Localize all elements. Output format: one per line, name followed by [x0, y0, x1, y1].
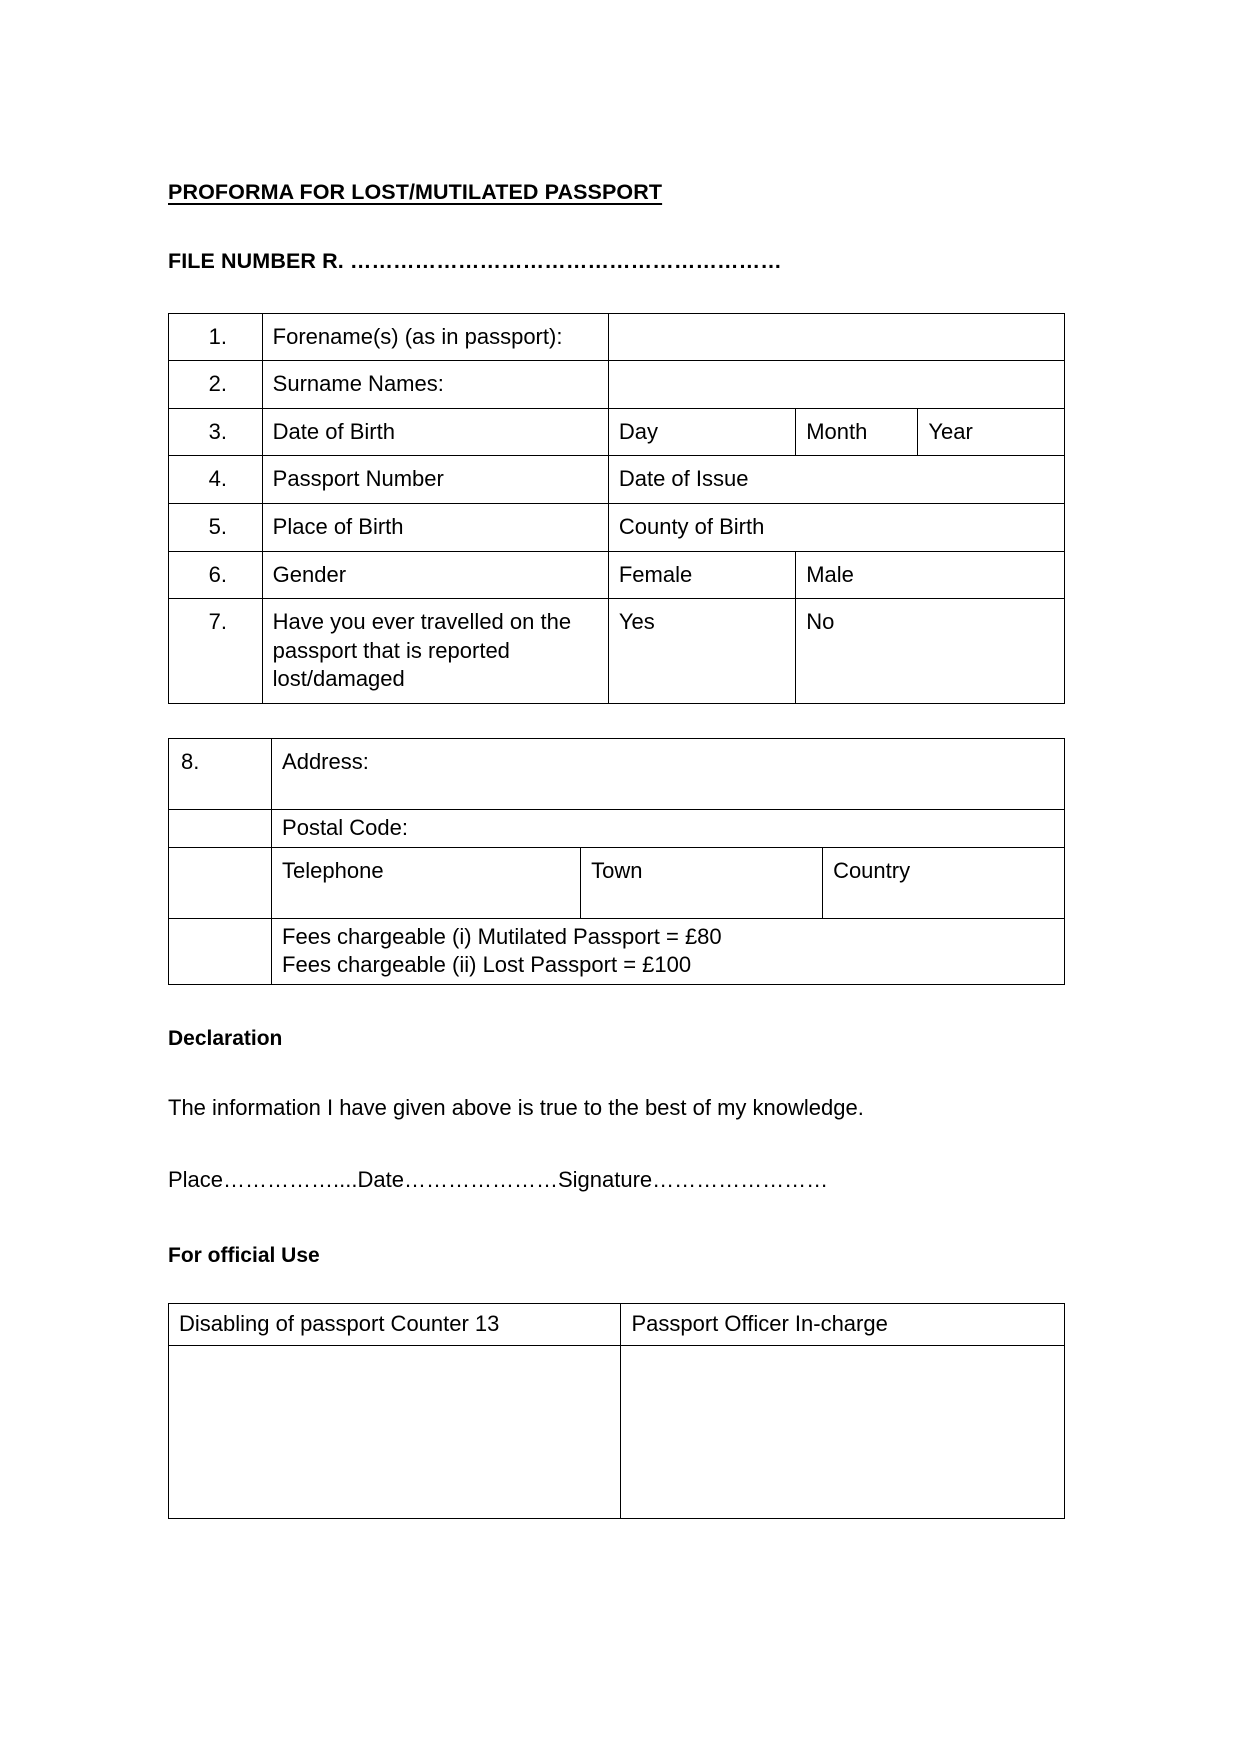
row-label-county-of-birth[interactable]: County of Birth [608, 504, 1064, 552]
table-row [169, 361, 1065, 409]
row-label-date-of-birth: Date of Birth [262, 408, 608, 456]
row-label-travelled-question: Have you ever travelled on the passport that is reported lost/damaged [262, 599, 608, 704]
signature-line[interactable]: Place……………....Date…………………Signature…………………… [168, 1166, 829, 1192]
table-row [169, 551, 1065, 599]
declaration-gap [168, 985, 1065, 1025]
table-row [169, 810, 1065, 848]
country-field[interactable]: Country [823, 847, 1065, 918]
gender-option-male[interactable]: Male [796, 551, 1065, 599]
table-row [169, 1345, 1065, 1518]
row-number: 5. [169, 504, 263, 552]
declaration-text: The information I have given above is true to the best of my knowledge. [168, 1095, 864, 1121]
official-cell-officer[interactable] [621, 1345, 1065, 1518]
dob-month-cell[interactable]: Month [796, 408, 918, 456]
table-row [169, 313, 1065, 361]
row-label-surname: Surname Names: [262, 361, 608, 409]
row-label-forenames: Forename(s) (as in passport): [262, 313, 608, 361]
row-number: 6. [169, 551, 263, 599]
row-number: 7. [169, 599, 263, 704]
official-column-header-officer: Passport Officer In-charge [621, 1304, 1065, 1346]
travelled-option-no[interactable]: No [796, 599, 1065, 704]
table-row [169, 918, 1065, 984]
dob-day-cell[interactable]: Day [608, 408, 795, 456]
town-field[interactable]: Town [581, 847, 823, 918]
row-number: 4. [169, 456, 263, 504]
signature-gap [168, 1124, 1065, 1164]
telephone-field[interactable]: Telephone [272, 847, 581, 918]
row-label-date-of-issue[interactable]: Date of Issue [608, 456, 1064, 504]
row-number-blank [169, 847, 272, 918]
address-table [168, 738, 1065, 985]
row-value-forenames[interactable] [608, 313, 1064, 361]
fees-cell [272, 918, 1065, 984]
fees-line-lost: Fees chargeable (ii) Lost Passport = £100 [282, 952, 692, 978]
address-field[interactable]: Address: [272, 739, 1065, 810]
file-number-line: FILE NUMBER R. …………………………………………………… [168, 248, 782, 273]
row-number: 1. [169, 313, 263, 361]
row-number-blank [169, 918, 272, 984]
official-cell-disabling[interactable] [169, 1345, 621, 1518]
official-use-heading: For official Use [168, 1243, 320, 1267]
official-use-gap [168, 1196, 1065, 1242]
row-number-blank [169, 810, 272, 848]
declaration-heading: Declaration [168, 1026, 283, 1050]
fees-line-mutilated: Fees chargeable (i) Mutilated Passport = £80 [282, 923, 722, 949]
table-row [169, 739, 1065, 810]
row-value-surname[interactable] [608, 361, 1064, 409]
page-title: PROFORMA FOR LOST/MUTILATED PASSPORT [168, 180, 663, 204]
row-label-gender: Gender [262, 551, 608, 599]
applicant-details-table [168, 313, 1065, 704]
row-number: 3. [169, 408, 263, 456]
table-row [169, 599, 1065, 704]
official-table-gap [168, 1269, 1065, 1303]
row-label-passport-number: Passport Number [262, 456, 608, 504]
postal-code-field[interactable]: Postal Code: [272, 810, 1065, 848]
row-label-place-of-birth: Place of Birth [262, 504, 608, 552]
table-gap [168, 704, 1065, 738]
dob-year-cell[interactable]: Year [918, 408, 1065, 456]
row-number: 8. [169, 739, 272, 810]
declaration-heading-gap [168, 1052, 1065, 1092]
official-column-header-disabling: Disabling of passport Counter 13 [169, 1304, 621, 1346]
travelled-option-yes[interactable]: Yes [608, 599, 795, 704]
table-row [169, 1304, 1065, 1346]
row-number: 2. [169, 361, 263, 409]
gender-option-female[interactable]: Female [608, 551, 795, 599]
official-use-table [168, 1303, 1065, 1519]
table-row [169, 408, 1065, 456]
table-row [169, 504, 1065, 552]
table-row [169, 847, 1065, 918]
table-row [169, 456, 1065, 504]
